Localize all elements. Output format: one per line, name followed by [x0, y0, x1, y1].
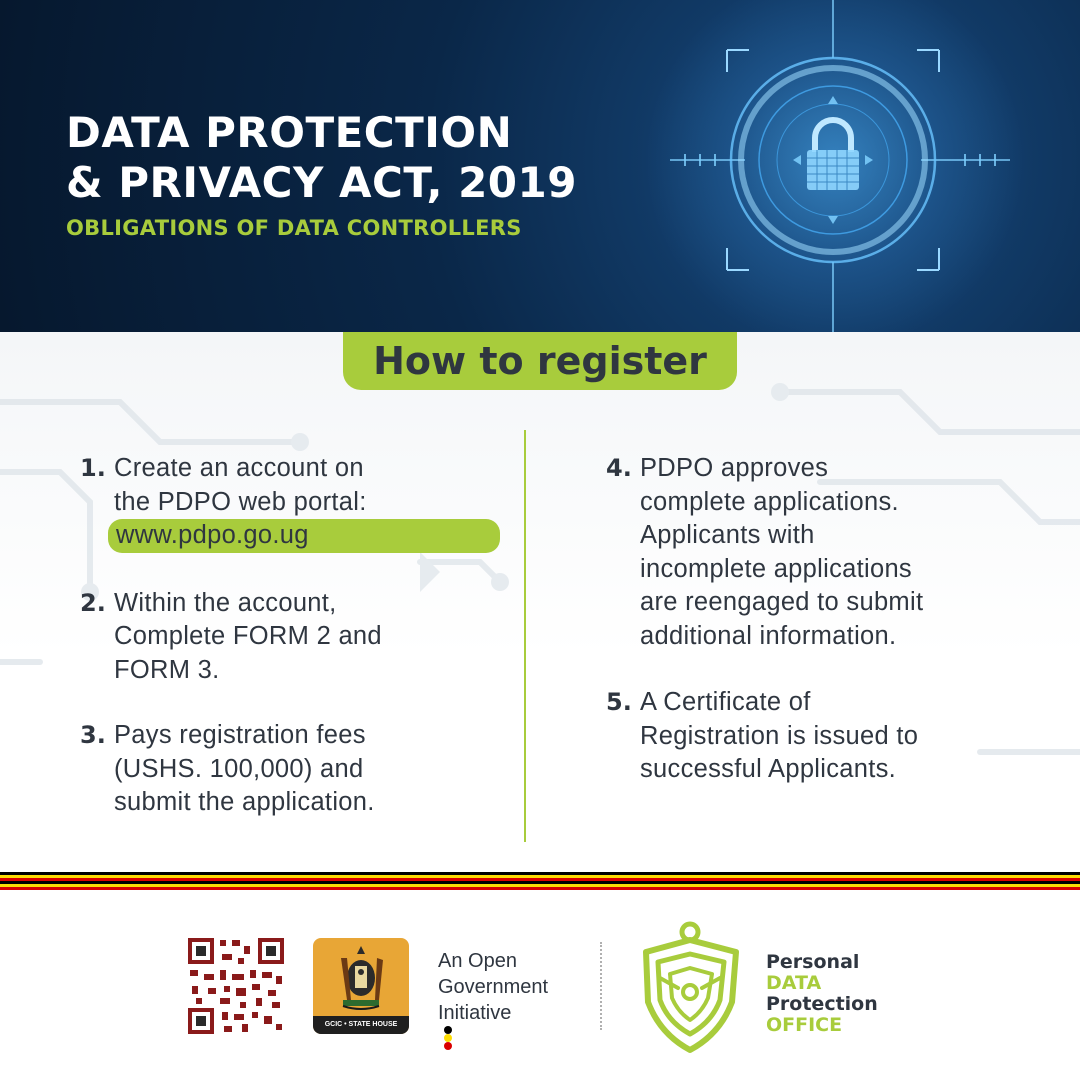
step-line: (USHS. 100,000) and [114, 754, 364, 783]
step-text [114, 587, 500, 688]
footer-separator [600, 942, 602, 1030]
step-line: successful Applicants. [640, 755, 897, 783]
ogi-line-1: An Open [438, 950, 517, 972]
portal-link[interactable]: www.pdpo.go.ug [108, 519, 500, 553]
ogi-line-3: Initiative [438, 1002, 512, 1024]
step-number: 5. [606, 688, 632, 716]
ogi-line-3-wrap [438, 1000, 548, 1050]
step-line: Applicants with [640, 521, 815, 549]
flag-dots-icon [444, 1026, 548, 1050]
step-line: the PDPO web portal: [114, 487, 367, 516]
qr-code-icon[interactable] [186, 936, 286, 1036]
steps-left-column [80, 452, 500, 820]
step-number: 2. [80, 588, 106, 617]
section-heading-pill [343, 332, 737, 390]
page-subtitle: OBLIGATIONS OF DATA CONTROLLERS [66, 216, 522, 240]
state-house-label: GCIC • STATE HOUSE [313, 1016, 409, 1034]
ogi-line-2: Government [438, 976, 549, 998]
step-line: incomplete applications [640, 554, 912, 583]
step-line: complete applications. [640, 487, 899, 516]
page-title [66, 108, 577, 208]
pdpo-line-4: OFFICE [766, 1014, 843, 1036]
step-line: Pays registration fees [114, 721, 366, 749]
step-text [640, 452, 1066, 653]
step-text [114, 719, 500, 820]
step-line: A Certificate of [640, 688, 811, 716]
step-3 [80, 719, 500, 820]
uganda-coat-of-arms-icon [313, 938, 409, 1016]
pdpo-line-3: Protection [766, 993, 878, 1015]
step-line: Complete FORM 2 and [114, 622, 382, 650]
step-line: Registration is issued to [640, 721, 919, 750]
portal-link-wrap [114, 519, 500, 553]
step-2 [80, 587, 500, 688]
header-banner [0, 0, 1080, 332]
column-divider [524, 430, 526, 842]
step-line: submit the application. [114, 788, 375, 816]
step-4 [606, 452, 1066, 653]
pdpo-shield-logo-icon [640, 918, 744, 1054]
step-text [640, 686, 1066, 787]
open-government-initiative [438, 948, 548, 1050]
step-5 [606, 686, 1066, 787]
step-number: 1. [80, 454, 106, 482]
state-house-logo [313, 938, 409, 1034]
title-line-1: DATA PROTECTION [66, 108, 513, 157]
step-line: FORM 3. [114, 655, 220, 684]
padlock-target-icon [665, 0, 1080, 332]
pdpo-line-2: DATA [766, 972, 822, 994]
step-line: PDPO approves [640, 454, 829, 482]
title-line-2: & PRIVACY ACT, 2019 [66, 158, 577, 207]
step-line: Create an account on [114, 454, 364, 482]
step-number: 3. [80, 721, 106, 749]
step-line: Within the account, [114, 588, 337, 617]
pdpo-line-1: Personal [766, 951, 860, 973]
steps-right-column [606, 452, 1066, 787]
step-number: 4. [606, 454, 632, 482]
step-line: additional information. [640, 621, 897, 650]
step-text [114, 452, 500, 553]
step-line: are reengaged to submit [640, 588, 924, 616]
uganda-flag-stripes [0, 872, 1080, 890]
section-heading: How to register [373, 339, 707, 383]
step-1 [80, 452, 500, 553]
pdpo-wordmark [766, 952, 878, 1036]
